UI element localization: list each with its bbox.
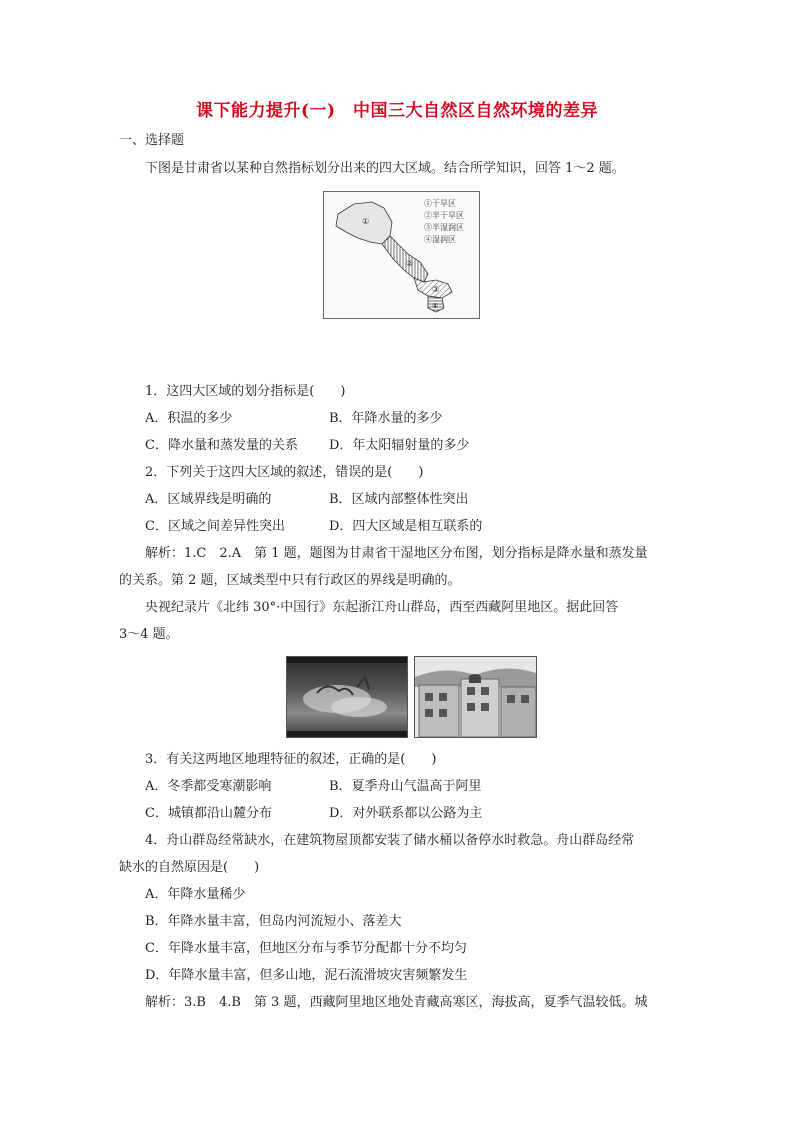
semi-arid-region-shape — [382, 236, 428, 282]
question-4-option-d: D．年降水量丰富，但多山地，泥石流滑坡灾害频繁发生 — [145, 968, 468, 983]
question-2-option-b: B．区域内部整体性突出 — [329, 492, 469, 507]
answer-analysis-1-2-line-2: 的关系。第 2 题，区域类型中只有行政区的界线是明确的。 — [119, 573, 461, 588]
building-rooftop-photo — [414, 656, 537, 738]
question-4-option-a: A．年降水量稀少 — [145, 887, 246, 902]
question-3-option-a: A．冬季都受寒潮影响 — [145, 779, 272, 794]
question-1-stem: 1．这四大区域的划分指标是( ) — [145, 384, 346, 399]
question-1-option-a: A．积温的多少 — [145, 411, 233, 426]
question-3-stem: 3．有关这两地区地理特征的叙述，正确的是( ) — [145, 752, 437, 767]
legend-item-humid: ④湿润区 — [424, 235, 456, 244]
map-label-4: ④ — [432, 302, 439, 310]
section-heading: 一、选择题 — [119, 133, 185, 148]
question-3-option-b: B．夏季舟山气温高于阿里 — [329, 779, 482, 794]
question-4-option-c: C．年降水量丰富，但地区分布与季节分配都十分不均匀 — [145, 941, 467, 956]
answer-analysis-1-2-line-1: 解析：1.C 2.A 第 1 题，题图为甘肃省干湿地区分布图，划分指标是降水量和蒸发量 — [145, 546, 648, 561]
legend-item-semi-arid: ②半干旱区 — [424, 211, 464, 220]
question-1-option-c: C．降水量和蒸发量的关系 — [145, 438, 298, 453]
map-label-1: ① — [362, 217, 370, 226]
question-4-option-b: B．年降水量丰富，但岛内河流短小、落差大 — [145, 914, 402, 929]
question-4-stem-line-1: 4．舟山群岛经常缺水，在建筑物屋顶都安装了储水桶以备停水时救急。舟山群岛经常 — [145, 833, 635, 848]
question-2-stem: 2．下列关于这四大区域的叙述，错误的是( ) — [145, 465, 424, 480]
rooftop-photo-art — [415, 657, 536, 737]
question-2-option-c: C．区域之间差异性突出 — [145, 519, 285, 534]
answer-analysis-3-4-line-1: 解析：3.B 4.B 第 3 题，西藏阿里地区地处青藏高寒区，海拔高，夏季气温较低。城 — [145, 995, 648, 1010]
intro-paragraph-2-line-2: 3～4 题。 — [119, 627, 179, 642]
map-label-2: ② — [406, 259, 414, 268]
page-title: 课下能力提升(一) 中国三大自然区自然环境的差异 — [195, 101, 599, 121]
documentary-photo-art — [287, 657, 407, 737]
question-4-stem-line-2: 缺水的自然原因是( ) — [119, 860, 260, 875]
question-2-option-d: D．四大区域是相互联系的 — [329, 519, 483, 534]
legend-item-semi-humid: ③半湿润区 — [424, 223, 464, 232]
question-1-option-d: D．年太阳辐射量的多少 — [329, 438, 470, 453]
documentary-title-photo — [286, 656, 408, 738]
intro-paragraph-1: 下图是甘肃省以某种自然指标划分出来的四大区域。结合所学知识，回答 1～2 题。 — [145, 161, 625, 176]
map-label-3: ③ — [432, 285, 440, 294]
map-legend — [424, 198, 464, 246]
question-2-option-a: A．区域界线是明确的 — [145, 492, 272, 507]
intro-paragraph-2-line-1: 央视纪录片《北纬 30°·中国行》东起浙江舟山群岛，西至西藏阿里地区。据此回答 — [145, 600, 619, 615]
question-1-option-b: B．年降水量的多少 — [329, 411, 443, 426]
question-3-option-c: C．城镇都沿山麓分布 — [145, 806, 272, 821]
question-3-option-d: D．对外联系都以公路为主 — [329, 806, 483, 821]
legend-item-arid: ①干旱区 — [424, 199, 456, 208]
gansu-map-figure — [323, 191, 480, 319]
